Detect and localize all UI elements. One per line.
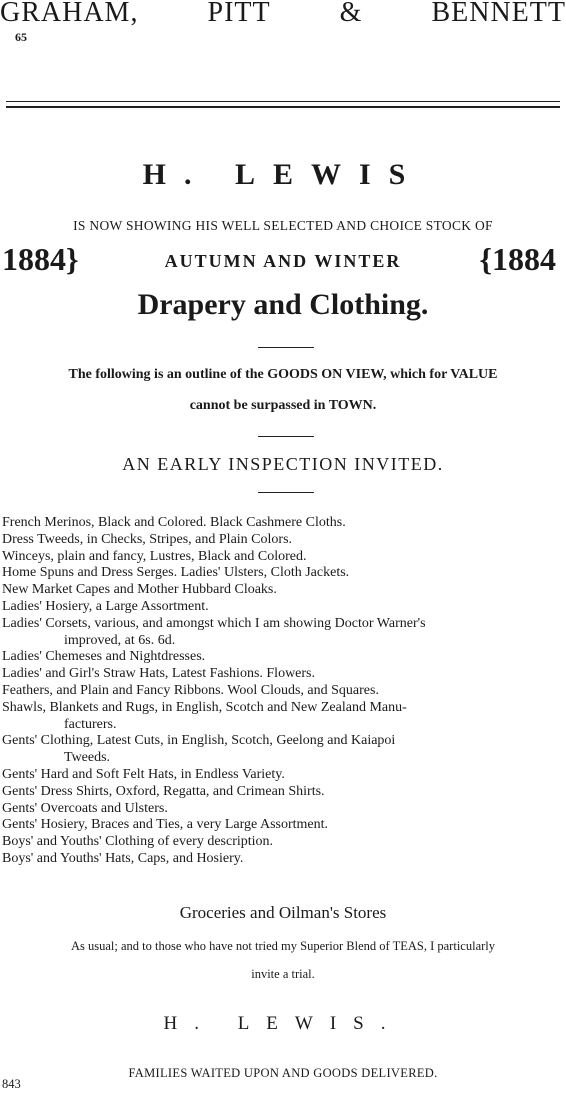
year-right: {1884	[479, 241, 556, 277]
goods-line: Home Spuns and Dress Serges. Ladies' Ulsters, Cloth Jackets.	[2, 565, 350, 581]
goods-line: Ladies' Hosiery, a Large Assortment.	[2, 598, 209, 614]
goods-line: French Merinos, Black and Colored. Black Cashmere Cloths.	[2, 515, 346, 530]
outline-line-1: The following is an outline of the GOODS ON VIEW, which for VALUE	[68, 367, 498, 382]
header-rule-bottom	[6, 106, 560, 108]
goods-line: Ladies' Chemeses and Nightdresses.	[2, 649, 206, 665]
goods-line: Gents' Overcoats and Ulsters.	[2, 800, 168, 816]
goods-list	[2, 515, 562, 868]
goods-line: Boys' and Youths' Hats, Caps, and Hosiery.	[2, 850, 244, 866]
reference-number: 843	[2, 1077, 21, 1091]
teas-line-2: invite a trial.	[251, 967, 315, 981]
header-graham: GRAHAM,	[0, 0, 139, 28]
page-number: 65	[15, 30, 27, 44]
outline-line-2: cannot be surpassed in TOWN.	[189, 398, 377, 413]
headline: Drapery and Clothing.	[137, 288, 429, 321]
divider-2	[258, 436, 314, 437]
goods-line: Gents' Clothing, Latest Cuts, in English, Scotch, Geelong and Kaiapoi	[2, 733, 396, 749]
showing-line: IS NOW SHOWING HIS WELL SELECTED AND CHOICE STOCK OF	[73, 218, 493, 233]
goods-line: Shawls, Blankets and Rugs, in English, Scotch and New Zealand Manu-	[2, 699, 407, 715]
goods-line: Winceys, plain and fancy, Lustres, Black and Colored.	[2, 548, 307, 564]
header-pitt: PITT	[207, 0, 271, 28]
header-ampersand: &	[339, 0, 363, 28]
divider-1	[258, 347, 314, 348]
divider-3	[258, 492, 314, 493]
goods-line: Dress Tweeds, in Checks, Stripes, and Plain Colors.	[2, 531, 293, 547]
season-heading: AUTUMN AND WINTER	[164, 251, 402, 271]
goods-line: Ladies' and Girl's Straw Hats, Latest Fashions. Flowers.	[2, 666, 316, 682]
goods-line-continuation: improved, at 6s. 6d.	[64, 632, 176, 648]
inspection-heading: AN EARLY INSPECTION INVITED.	[122, 454, 444, 474]
year-left: 1884}	[2, 241, 79, 277]
signature: H. LEWIS.	[163, 1013, 403, 1034]
goods-line-continuation: Tweeds.	[64, 750, 111, 766]
running-header	[0, 0, 566, 29]
groceries-heading: Groceries and Oilman's Stores	[179, 903, 387, 922]
goods-line: Ladies' Corsets, various, and amongst which I am showing Doctor Warner's	[2, 615, 426, 631]
delivery-notice: FAMILIES WAITED UPON AND GOODS DELIVERED.	[128, 1066, 438, 1080]
header-rule-top	[6, 101, 560, 102]
advert-title: H. LEWIS	[142, 158, 424, 191]
goods-line-continuation: facturers.	[64, 716, 117, 732]
goods-line: Gents' Hosiery, Braces and Ties, a very Large Assortment.	[2, 817, 329, 833]
goods-line: Gents' Hard and Soft Felt Hats, in Endless Variety.	[2, 766, 285, 782]
goods-line: Feathers, and Plain and Fancy Ribbons. Wool Clouds, and Squares.	[2, 682, 379, 698]
teas-line-1: As usual; and to those who have not tried my Superior Blend of TEAS, I particularly	[71, 939, 495, 953]
goods-line: New Market Capes and Mother Hubbard Cloaks.	[2, 582, 277, 598]
goods-line: Boys' and Youths' Clothing of every description.	[2, 834, 274, 850]
header-bennett: BENNETT	[431, 0, 566, 28]
goods-line: Gents' Dress Shirts, Oxford, Regatta, and Crimean Shirts.	[2, 783, 325, 799]
